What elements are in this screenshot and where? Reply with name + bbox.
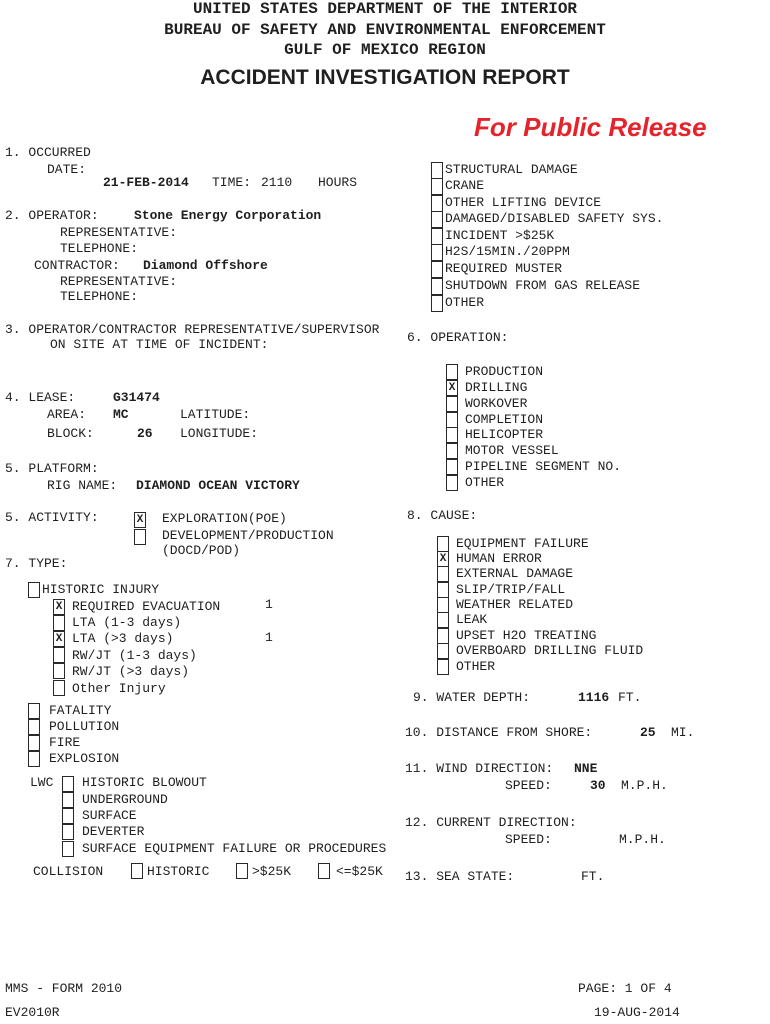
lease-label: 4. LEASE: <box>5 390 76 405</box>
injury-label: REQUIRED EVACUATION <box>72 599 221 614</box>
operation-checkbox <box>446 364 458 380</box>
cause-checkbox <box>437 659 449 675</box>
time-unit: HOURS <box>318 175 358 190</box>
platform-label: 5. PLATFORM: <box>5 461 99 476</box>
operation-checkbox <box>446 459 458 475</box>
injury-checkbox <box>53 599 65 615</box>
lwc-checkbox <box>62 808 74 824</box>
operation-checkbox <box>446 412 458 428</box>
cause-checkbox <box>437 643 449 659</box>
current-speed-label: SPEED: <box>505 832 552 847</box>
operator-name: Stone Energy Corporation <box>134 208 322 223</box>
activity-development-sublabel: (DOCD/POD) <box>162 543 241 558</box>
onsite-label-line1: 3. OPERATOR/CONTRACTOR REPRESENTATIVE/SUPERVISOR <box>5 322 380 337</box>
cause-option-label: OTHER <box>456 659 496 674</box>
event-checkbox <box>28 703 40 719</box>
lwc-checkbox <box>62 841 74 857</box>
operation-checkbox <box>446 443 458 459</box>
distance-label: 10. DISTANCE FROM SHORE: <box>405 725 593 740</box>
lwc-option-label: HISTORIC BLOWOUT <box>82 775 207 790</box>
header-region: GULF OF MEXICO REGION <box>284 41 486 59</box>
collision-checkbox <box>236 863 248 879</box>
operation-checkbox <box>446 380 458 396</box>
operation-option-label: PRODUCTION <box>465 364 544 379</box>
operation-label: 6. OPERATION: <box>407 330 509 345</box>
cause-checkbox <box>437 566 449 582</box>
footer-form: MMS - FORM 2010 <box>5 981 123 996</box>
distance-value: 25 <box>640 725 656 740</box>
lwc-checkbox <box>62 824 74 840</box>
type-other-label: INCIDENT >$25K <box>445 228 555 243</box>
injury-label: LTA (>3 days) <box>72 631 174 646</box>
type-other-checkbox <box>431 228 443 245</box>
injury-checkbox <box>53 615 65 631</box>
type-other-label: REQUIRED MUSTER <box>445 261 563 276</box>
operation-checkbox <box>446 475 458 491</box>
lwc-option-label: SURFACE <box>82 808 137 823</box>
lwc-option-label: SURFACE EQUIPMENT FAILURE OR PROCEDURES <box>82 841 387 856</box>
type-other-checkbox <box>431 178 443 195</box>
distance-unit: MI. <box>671 725 695 740</box>
wind-speed-value: 30 <box>590 778 606 793</box>
cause-checkbox <box>437 536 449 552</box>
block-value: 26 <box>137 426 153 441</box>
event-label: FATALITY <box>49 703 112 718</box>
lwc-option-label: DEVERTER <box>82 824 145 839</box>
historic-injury-checkbox <box>28 582 40 598</box>
cause-option-label: LEAK <box>456 612 488 627</box>
lwc-checkbox <box>62 792 74 808</box>
type-other-checkbox <box>431 195 443 212</box>
water-depth-value: 1116 <box>578 690 610 705</box>
wind-direction-value: NNE <box>574 761 598 776</box>
injury-checkbox <box>53 663 65 679</box>
cause-checkbox <box>437 628 449 644</box>
header-department: UNITED STATES DEPARTMENT OF THE INTERIOR <box>192 0 578 18</box>
type-label: 7. TYPE: <box>5 556 68 571</box>
operation-option-label: OTHER <box>465 475 505 490</box>
cause-checkbox <box>437 551 449 567</box>
footer-page: PAGE: 1 OF 4 <box>578 981 672 996</box>
cause-option-label: SLIP/TRIP/FALL <box>456 582 566 597</box>
type-other-label: CRANE <box>445 178 485 193</box>
time-value: 2110 <box>261 175 293 190</box>
type-other-label: SHUTDOWN FROM GAS RELEASE <box>445 278 641 293</box>
cause-checkbox <box>437 582 449 598</box>
type-other-checkbox <box>431 211 443 228</box>
type-other-label: DAMAGED/DISABLED SAFETY SYS. <box>445 211 664 226</box>
area-value: MC <box>113 407 129 422</box>
operation-option-label: COMPLETION <box>465 412 544 427</box>
injury-count: 1 <box>265 597 273 612</box>
sea-state-label: 13. SEA STATE: <box>405 869 515 884</box>
occurred-label: 1. OCCURRED <box>5 145 91 160</box>
contractor-representative-label: REPRESENTATIVE: <box>60 274 178 289</box>
collision-option-label: HISTORIC <box>147 864 210 879</box>
rig-name-value: DIAMOND OCEAN VICTORY <box>136 478 300 493</box>
contractor-name: Diamond Offshore <box>143 258 268 273</box>
event-label: POLLUTION <box>49 719 120 734</box>
type-other-checkbox <box>431 295 443 312</box>
date-label: DATE: <box>47 162 87 177</box>
cause-option-label: UPSET H2O TREATING <box>456 628 597 643</box>
report-title: ACCIDENT INVESTIGATION REPORT <box>200 66 570 89</box>
event-label: FIRE <box>49 735 81 750</box>
collision-checkbox <box>318 863 330 879</box>
wind-direction-label: 11. WIND DIRECTION: <box>405 761 554 776</box>
injury-checkbox <box>53 631 65 647</box>
contractor-label: CONTRACTOR: <box>34 258 120 273</box>
cause-option-label: OVERBOARD DRILLING FLUID <box>456 643 644 658</box>
date-value: 21-FEB-2014 <box>103 175 189 190</box>
lwc-checkbox <box>62 776 74 792</box>
cause-checkbox <box>437 612 449 628</box>
collision-option-label: >$25K <box>252 864 292 879</box>
operator-telephone-label: TELEPHONE: <box>60 241 139 256</box>
longitude-label: LONGITUDE: <box>180 426 259 441</box>
operator-representative-label: REPRESENTATIVE: <box>60 225 178 240</box>
operation-option-label: PIPELINE SEGMENT NO. <box>465 459 622 474</box>
operation-checkbox <box>446 427 458 443</box>
area-label: AREA: <box>47 407 87 422</box>
type-other-checkbox <box>431 278 443 295</box>
header-bureau: BUREAU OF SAFETY AND ENVIRONMENTAL ENFORCEMENT <box>164 21 606 39</box>
rig-name-label: RIG NAME: <box>47 478 118 493</box>
type-other-label: OTHER <box>445 295 485 310</box>
current-speed-unit: M.P.H. <box>619 832 666 847</box>
activity-label: 5. ACTIVITY: <box>5 510 99 525</box>
historic-injury-label: HISTORIC INJURY <box>42 582 160 597</box>
operation-checkbox <box>446 396 458 412</box>
footer-date: 19-AUG-2014 <box>594 1005 680 1020</box>
injury-label: RW/JT (>3 days) <box>72 664 190 679</box>
type-other-checkbox <box>431 162 443 179</box>
onsite-label-line2: ON SITE AT TIME OF INCIDENT: <box>50 337 269 352</box>
event-label: EXPLOSION <box>49 751 120 766</box>
public-release-stamp: For Public Release <box>474 112 707 142</box>
lwc-label: LWC <box>30 775 54 790</box>
collision-label: COLLISION <box>33 864 104 879</box>
activity-development-label: DEVELOPMENT/PRODUCTION <box>162 528 334 543</box>
collision-checkbox <box>131 863 143 879</box>
event-checkbox <box>28 735 40 751</box>
current-direction-label: 12. CURRENT DIRECTION: <box>405 815 577 830</box>
operation-option-label: HELICOPTER <box>465 427 544 442</box>
operation-option-label: DRILLING <box>465 380 528 395</box>
cause-option-label: HUMAN ERROR <box>456 551 542 566</box>
event-checkbox <box>28 751 40 767</box>
injury-label: RW/JT (1-3 days) <box>72 648 197 663</box>
lease-number: G31474 <box>113 390 160 405</box>
cause-option-label: EXTERNAL DAMAGE <box>456 566 574 581</box>
operation-option-label: WORKOVER <box>465 396 528 411</box>
operator-label: 2. OPERATOR: <box>5 208 99 223</box>
lwc-option-label: UNDERGROUND <box>82 792 168 807</box>
latitude-label: LATITUDE: <box>180 407 251 422</box>
water-depth-label: 9. WATER DEPTH: <box>413 690 531 705</box>
cause-label: 8. CAUSE: <box>407 508 478 523</box>
wind-speed-label: SPEED: <box>505 778 552 793</box>
collision-option-label: <=$25K <box>336 864 383 879</box>
cause-option-label: WEATHER RELATED <box>456 597 574 612</box>
operation-option-label: MOTOR VESSEL <box>465 443 559 458</box>
activity-development-checkbox <box>134 529 146 545</box>
type-other-checkbox <box>431 261 443 278</box>
type-other-label: H2S/15MIN./20PPM <box>445 244 570 259</box>
type-other-label: OTHER LIFTING DEVICE <box>445 195 602 210</box>
wind-speed-unit: M.P.H. <box>621 778 668 793</box>
contractor-telephone-label: TELEPHONE: <box>60 289 139 304</box>
block-label: BLOCK: <box>47 426 94 441</box>
injury-count: 1 <box>265 630 273 645</box>
activity-exploration-checkbox <box>134 512 146 528</box>
sea-state-unit: FT. <box>581 869 605 884</box>
cause-checkbox <box>437 597 449 613</box>
type-other-checkbox <box>431 244 443 261</box>
footer-report-id: EV2010R <box>5 1005 60 1020</box>
injury-checkbox <box>53 647 65 663</box>
injury-checkbox <box>53 680 65 696</box>
injury-label: Other Injury <box>72 681 166 696</box>
activity-exploration-label: EXPLORATION(POE) <box>162 511 287 526</box>
event-checkbox <box>28 719 40 735</box>
water-depth-unit: FT. <box>618 690 642 705</box>
time-label: TIME: <box>212 175 252 190</box>
type-other-label: STRUCTURAL DAMAGE <box>445 162 578 177</box>
injury-label: LTA (1-3 days) <box>72 615 182 630</box>
cause-option-label: EQUIPMENT FAILURE <box>456 536 589 551</box>
